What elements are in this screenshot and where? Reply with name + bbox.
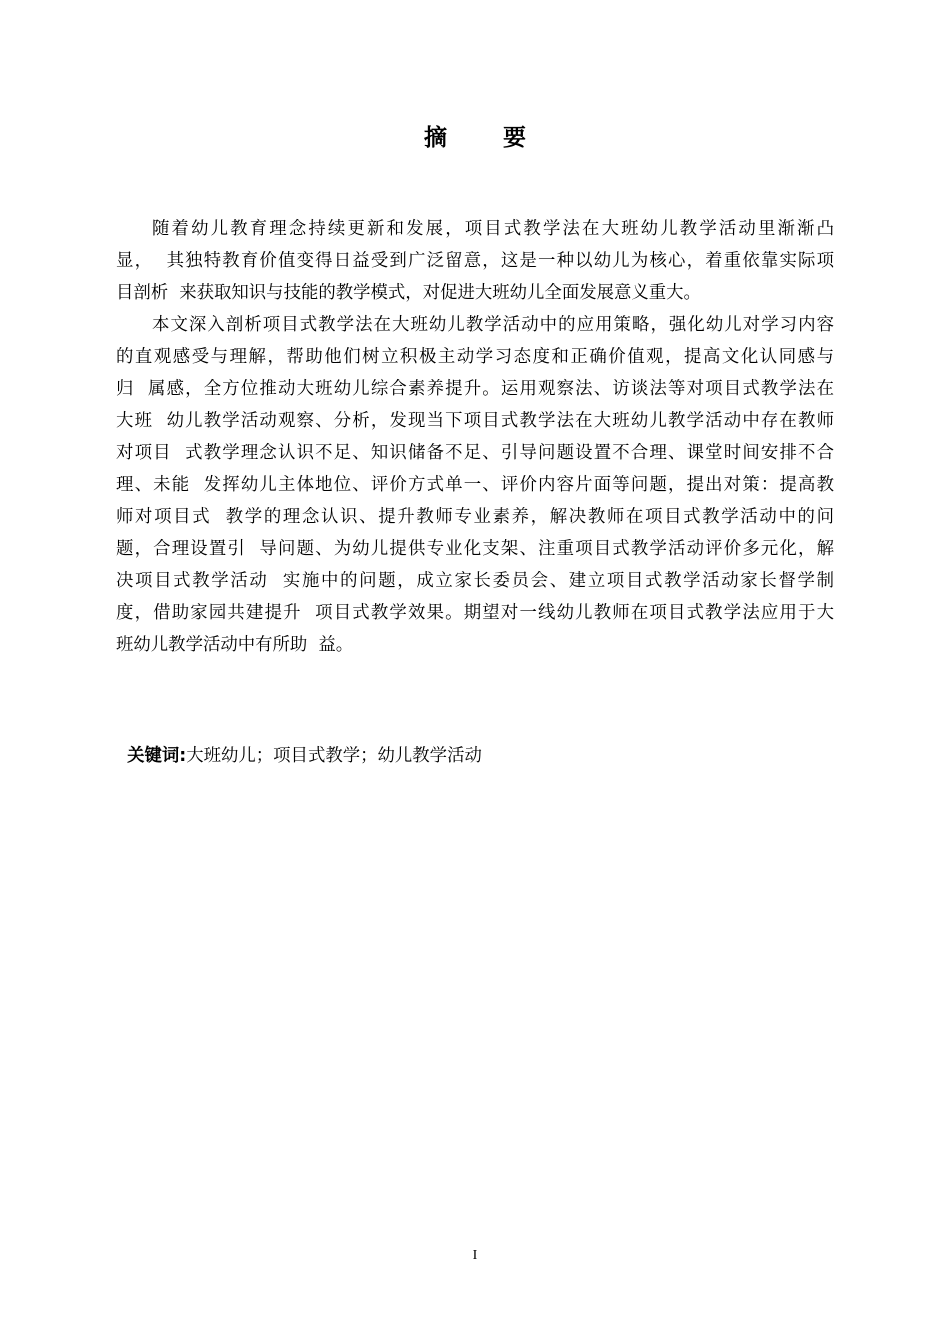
paragraph-line: 归 属感，全方位推动大班幼儿综合素养提升。运用观察法、访谈法等对项目式教学法在 — [116, 379, 834, 399]
paragraph-line: 本文深入剖析项目式教学法在大班幼儿教学活动中的应用策略，强化幼儿对学习内容 — [152, 315, 834, 335]
paragraph-line: 的直观感受与理解，帮助他们树立积极主动学习态度和正确价值观，提高文化认同感与 — [116, 347, 834, 367]
keywords-line — [116, 708, 482, 766]
paragraph-line: 决项目式教学活动 实施中的问题，成立家长委员会、建立项目式教学活动家长督学制 — [116, 571, 834, 591]
paragraph-line: 班幼儿教学活动中有所助 益。 — [116, 635, 354, 655]
abstract-body — [116, 213, 834, 661]
paragraph-line: 师对项目式 教学的理念认识、提升教师专业素养，解决教师在项目式教学活动中的问 — [116, 507, 834, 527]
paragraph-line: 随着幼儿教育理念持续更新和发展，项目式教学法在大班幼儿教学活动里渐渐凸 — [152, 219, 834, 239]
paragraph-line: 题，合理设置引 导问题、为幼儿提供专业化支架、注重项目式教学活动评价多元化，解 — [116, 539, 834, 559]
keywords-label: 关键词: — [127, 746, 187, 766]
paragraph-line: 大班 幼儿教学活动观察、分析，发现当下项目式教学法在大班幼儿教学活动中存在教师 — [116, 411, 834, 431]
page-number: I — [472, 1248, 478, 1263]
paragraph-line: 度，借助家园共建提升 项目式教学效果。期望对一线幼儿教师在项目式教学法应用于大 — [116, 603, 834, 623]
paragraph-line: 对项目 式教学理念认识不足、知识储备不足、引导问题设置不合理、课堂时间安排不合 — [116, 443, 834, 463]
keywords-value: 大班幼儿；项目式教学；幼儿教学活动 — [186, 746, 482, 766]
paragraph-line: 目剖析 来获取知识与技能的教学模式，对促进大班幼儿全面发展意义重大。 — [116, 283, 701, 303]
page-title: 摘 要 — [423, 125, 550, 151]
paragraph-line: 理、未能 发挥幼儿主体地位、评价方式单一、评价内容片面等问题，提出对策：提高教 — [116, 475, 834, 495]
paragraph-line: 显， 其独特教育价值变得日益受到广泛留意，这是一种以幼儿为核心，着重依靠实际项 — [116, 251, 834, 271]
